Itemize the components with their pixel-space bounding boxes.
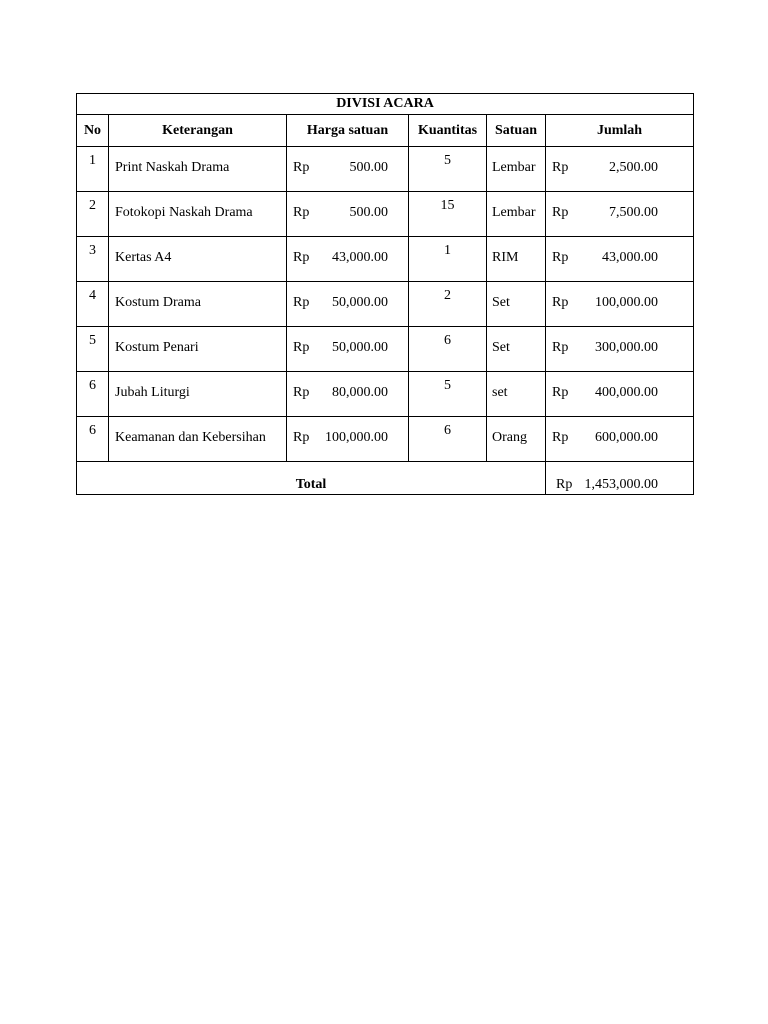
row-description: Kostum Drama xyxy=(109,282,287,327)
total-label: Total xyxy=(77,462,546,495)
header-satuan: Satuan xyxy=(487,115,546,147)
row-description: Fotokopi Naskah Drama xyxy=(109,192,287,237)
table-row xyxy=(77,417,694,462)
currency-label: Rp xyxy=(552,385,569,400)
table-row xyxy=(77,237,694,282)
table-row xyxy=(77,372,694,417)
currency-label: Rp xyxy=(293,160,310,175)
amount-value: 300,000.00 xyxy=(595,340,659,355)
row-unit: Set xyxy=(487,327,546,372)
header-kuantitas: Kuantitas xyxy=(409,115,487,147)
row-description: Keamanan dan Kebersihan xyxy=(109,417,287,462)
row-amount xyxy=(546,147,694,192)
row-quantity: 5 xyxy=(409,372,487,417)
budget-table xyxy=(76,93,694,495)
row-unit: Lembar xyxy=(487,192,546,237)
amount-value: 50,000.00 xyxy=(332,340,388,355)
row-unit: Set xyxy=(487,282,546,327)
table-row xyxy=(77,282,694,327)
row-quantity: 5 xyxy=(409,147,487,192)
amount-value: 100,000.00 xyxy=(325,430,388,445)
header-harga-satuan: Harga satuan xyxy=(287,115,409,147)
table-title: DIVISI ACARA xyxy=(77,94,694,115)
row-unit-price xyxy=(287,282,409,327)
row-number: 5 xyxy=(77,327,109,372)
row-quantity: 2 xyxy=(409,282,487,327)
row-unit: Lembar xyxy=(487,147,546,192)
amount-value: 600,000.00 xyxy=(595,430,659,445)
currency-label: Rp xyxy=(293,385,310,400)
row-unit: Orang xyxy=(487,417,546,462)
currency-label: Rp xyxy=(552,430,569,445)
header-no: No xyxy=(77,115,109,147)
row-amount xyxy=(546,327,694,372)
row-unit-price xyxy=(287,417,409,462)
row-unit-price xyxy=(287,192,409,237)
grand-total xyxy=(546,462,694,495)
currency-label: Rp xyxy=(552,250,569,265)
row-amount xyxy=(546,282,694,327)
table-row xyxy=(77,327,694,372)
row-number: 3 xyxy=(77,237,109,282)
row-quantity: 1 xyxy=(409,237,487,282)
currency-label: Rp xyxy=(552,340,569,355)
row-description: Kostum Penari xyxy=(109,327,287,372)
currency-label: Rp xyxy=(293,250,310,265)
amount-value: 2,500.00 xyxy=(609,160,659,175)
row-quantity: 6 xyxy=(409,417,487,462)
row-number: 6 xyxy=(77,372,109,417)
title-row xyxy=(77,94,694,115)
currency-label: Rp xyxy=(293,430,310,445)
currency-label: Rp xyxy=(293,340,310,355)
row-unit-price xyxy=(287,147,409,192)
header-row xyxy=(77,115,694,147)
currency-label: Rp xyxy=(556,477,573,492)
amount-value: 80,000.00 xyxy=(332,385,388,400)
row-amount xyxy=(546,237,694,282)
currency-label: Rp xyxy=(552,160,569,175)
row-unit: set xyxy=(487,372,546,417)
row-unit-price xyxy=(287,372,409,417)
amount-value: 43,000.00 xyxy=(332,250,388,265)
header-jumlah: Jumlah xyxy=(546,115,694,147)
header-keterangan: Keterangan xyxy=(109,115,287,147)
budget-sheet xyxy=(76,93,693,495)
row-unit-price xyxy=(287,327,409,372)
amount-value: 50,000.00 xyxy=(332,295,388,310)
table-row xyxy=(77,147,694,192)
table-row xyxy=(77,192,694,237)
currency-label: Rp xyxy=(293,205,310,220)
row-number: 2 xyxy=(77,192,109,237)
row-amount xyxy=(546,192,694,237)
currency-label: Rp xyxy=(293,295,310,310)
row-description: Print Naskah Drama xyxy=(109,147,287,192)
total-row xyxy=(77,462,694,495)
row-quantity: 6 xyxy=(409,327,487,372)
row-number: 1 xyxy=(77,147,109,192)
amount-value: 43,000.00 xyxy=(602,250,659,265)
row-description: Kertas A4 xyxy=(109,237,287,282)
row-amount xyxy=(546,417,694,462)
row-unit: RIM xyxy=(487,237,546,282)
row-description: Jubah Liturgi xyxy=(109,372,287,417)
amount-value: 500.00 xyxy=(349,160,388,175)
amount-value: 500.00 xyxy=(349,205,388,220)
row-number: 6 xyxy=(77,417,109,462)
currency-label: Rp xyxy=(552,205,569,220)
amount-value: 100,000.00 xyxy=(595,295,659,310)
grand-total-value: 1,453,000.00 xyxy=(584,477,659,492)
amount-value: 7,500.00 xyxy=(609,205,659,220)
row-quantity: 15 xyxy=(409,192,487,237)
row-number: 4 xyxy=(77,282,109,327)
row-unit-price xyxy=(287,237,409,282)
currency-label: Rp xyxy=(552,295,569,310)
amount-value: 400,000.00 xyxy=(595,385,659,400)
row-amount xyxy=(546,372,694,417)
